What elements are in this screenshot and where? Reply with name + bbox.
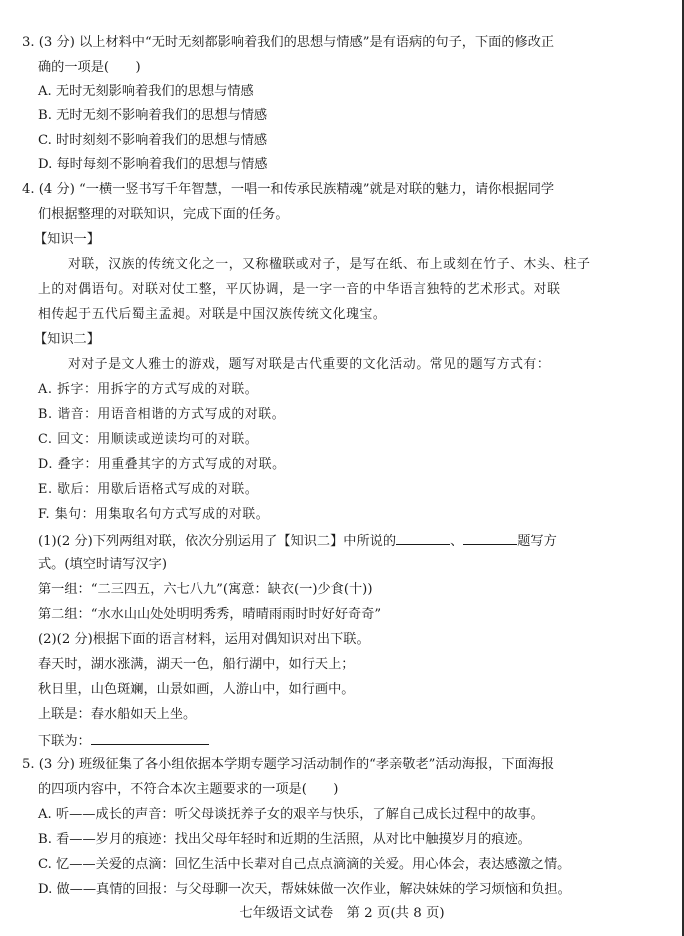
q3-stem-line1: 3. (3 分) 以上材料中“无时无刻都影响着我们的思想与情感”是有语病的句子，下面的修改正 (22, 35, 555, 50)
knowledge-two-item-e: E. 歇后：用歇后语格式写成的对联。 (38, 482, 259, 497)
knowledge-two-item-d: D. 叠字：用重叠其字的方式写成的对联。 (38, 457, 286, 472)
couplet-group-one: 第一组：“二三四五，六七八九”(寓意：缺衣(一)少食(十)) (38, 582, 373, 597)
lower-couplet-label: 下联为： (38, 734, 91, 749)
upper-couplet: 上联是：春水船如天上坐。 (38, 707, 197, 722)
answer-blank-2[interactable] (463, 530, 517, 545)
q5-stem-line2: 的四项内容中，不符合本次主题要求的一项是( ) (38, 782, 339, 797)
q3-option-b: B. 无时无刻不影响着我们的思想与情感 (38, 108, 268, 123)
q3-option-d: D. 每时每刻不影响着我们的思想与情感 (38, 157, 268, 172)
q4-sub1-separator: 、 (450, 534, 464, 549)
q4-sub2: (2)(2 分)根据下面的语言材料，运用对偶知识对出下联。 (38, 632, 370, 647)
q3-option-c: C. 时时刻刻不影响着我们的思想与情感 (38, 133, 268, 148)
knowledge-two-heading: 【知识二】 (34, 332, 100, 347)
knowledge-one-text-line2: 上的对偶语句。对联对仗工整，平仄协调，是一字一音的中华语言独特的艺术形式。对联 (38, 282, 561, 297)
q5-option-a: A. 听——成长的声音：听父母谈抚养子女的艰辛与快乐，了解自己成长过程中的故事。 (38, 807, 544, 822)
q3-stem-line2: 确的一项是( ) (38, 60, 141, 75)
q3-option-a: A. 无时无刻影响着我们的思想与情感 (38, 84, 254, 99)
knowledge-two-item-f: F. 集句：用集取名句方式写成的对联。 (38, 507, 270, 522)
q4-sub1-line1 (38, 530, 557, 552)
page-footer: 七年级语文试卷 第 2 页(共 8 页) (239, 906, 445, 921)
answer-blank-1[interactable] (396, 530, 450, 545)
material-line1: 春天时，湖水涨满，湖天一色，船行湖中，如行天上； (38, 657, 355, 672)
q5-option-c: C. 忆——关爱的点滴：回忆生活中长辈对自己点点滴滴的关爱。用心体会，表达感激之情。 (38, 857, 571, 872)
knowledge-two-intro: 对对子是文人雅士的游戏，题写对联是古代重要的文化活动。常见的题写方式有： (68, 357, 551, 372)
q5-stem-line1: 5. (3 分) 班级征集了各小组依据本学期专题学习活动制作的“孝亲敬老”活动海报，下面海报 (22, 757, 555, 772)
couplet-group-two: 第二组：“水水山山处处明明秀秀，晴晴雨雨时时好好奇奇” (38, 607, 382, 622)
q4-sub1-text: (1)(2 分)下列两组对联，依次分别运用了【知识二】中所说的 (38, 534, 397, 549)
lower-couplet-blank[interactable] (91, 730, 209, 745)
knowledge-one-heading: 【知识一】 (34, 232, 100, 247)
q4-stem-line2: 们根据整理的对联知识，完成下面的任务。 (38, 207, 289, 222)
knowledge-two-item-b: B. 谐音：用语音相谐的方式写成的对联。 (38, 407, 286, 422)
q5-option-d: D. 做——真情的回报：与父母聊一次天，帮妹妹做一次作业，解决妹妹的学习烦恼和负担。 (38, 882, 571, 897)
q4-sub1-line2: 式。(填空时请写汉字) (38, 557, 167, 572)
knowledge-two-item-c: C. 回文：用顺读或逆读均可的对联。 (38, 432, 259, 447)
lower-couplet-line (38, 730, 209, 752)
knowledge-one-text-line3: 相传起于五代后蜀主孟昶。对联是中国汉族传统文化瑰宝。 (38, 307, 387, 322)
q4-stem-line1: 4. (4 分) “一横一竖书写千年智慧，一唱一和传承民族精魂”就是对联的魅力，请你根据同学 (22, 182, 555, 197)
material-line2: 秋日里，山色斑斓，山景如画，人游山中，如行画中。 (38, 682, 355, 697)
knowledge-two-item-a: A. 拆字：用拆字的方式写成的对联。 (38, 382, 259, 397)
knowledge-one-text-line1: 对联，汉族的传统文化之一，又称楹联或对子，是写在纸、布上或刻在竹子、木头、柱子 (68, 257, 591, 272)
q5-option-b: B. 看——岁月的痕迹：找出父母年轻时和近期的生活照，从对比中触摸岁月的痕迹。 (38, 832, 531, 847)
q4-sub1-text-end: 题写方 (517, 534, 557, 549)
